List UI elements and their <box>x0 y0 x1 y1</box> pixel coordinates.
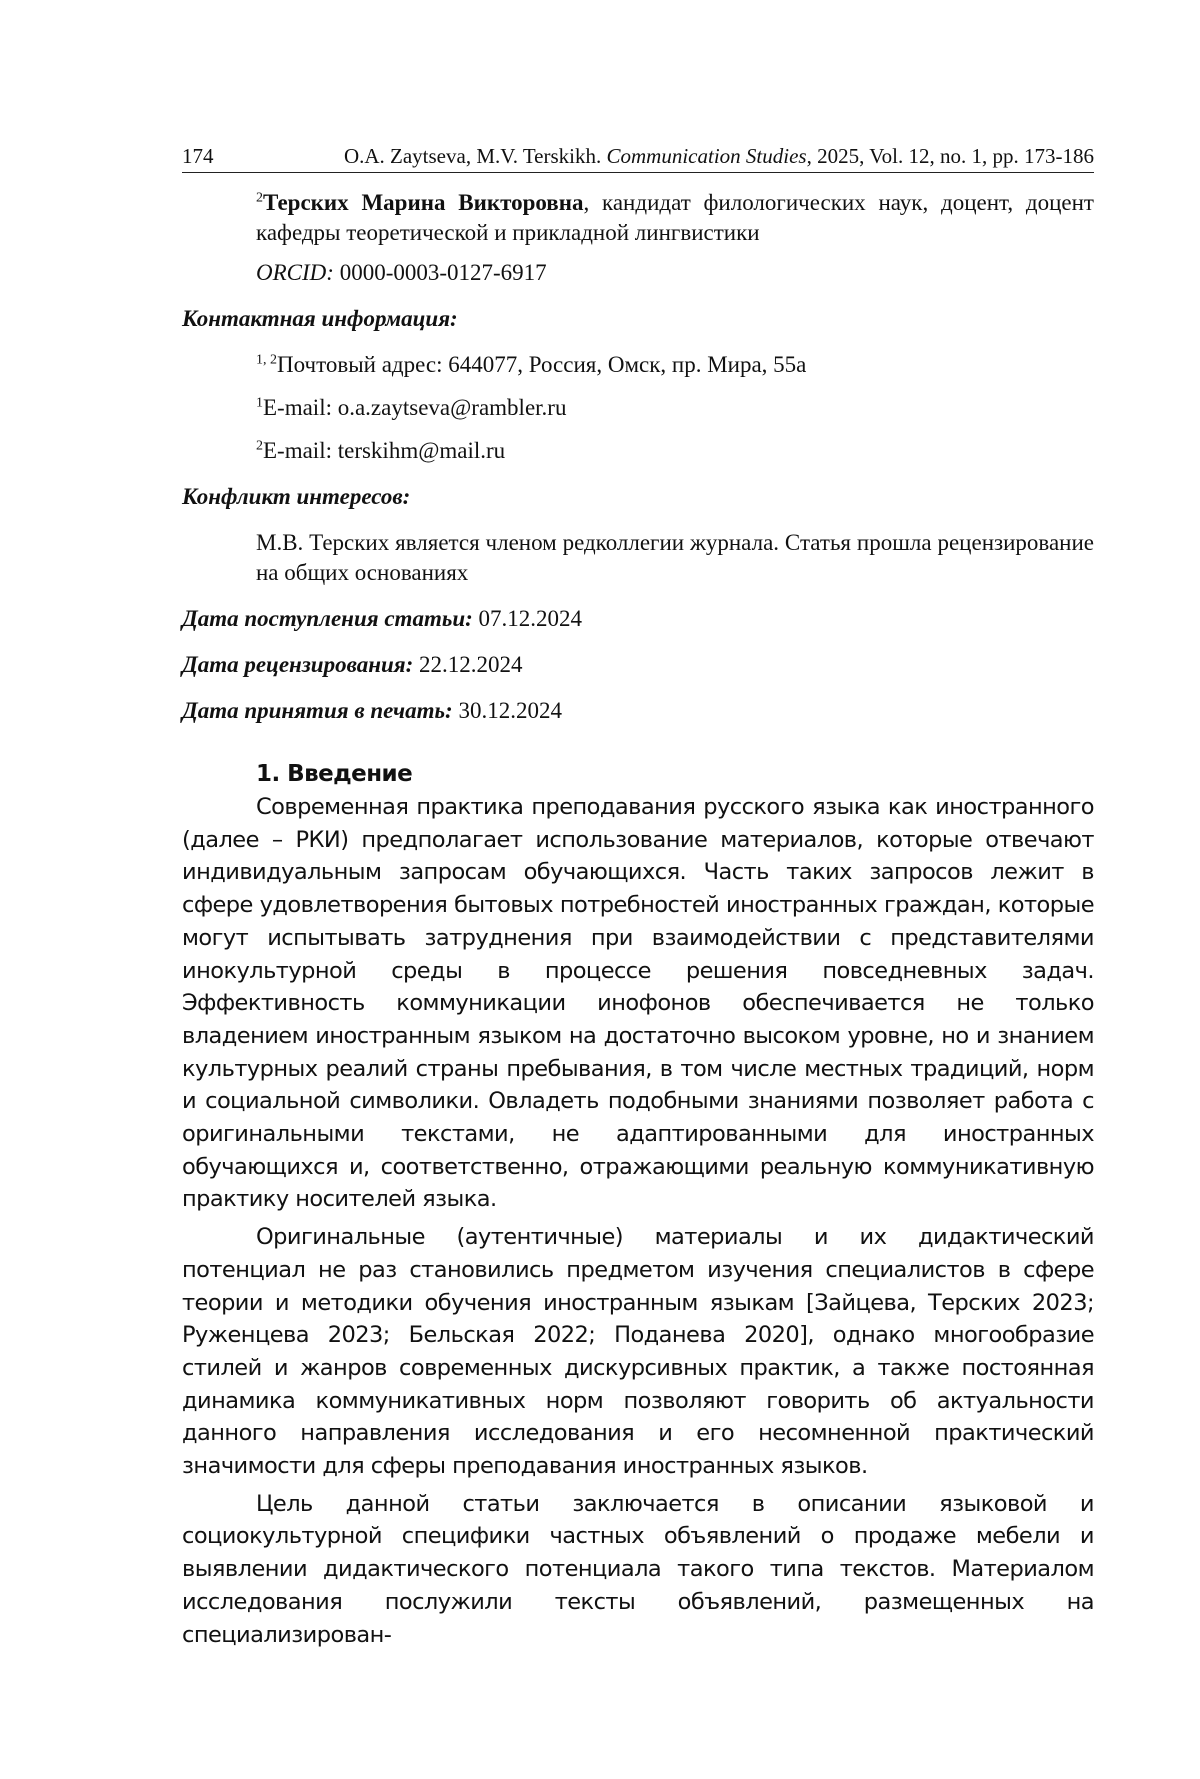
date-accepted-value: 30.12.2024 <box>452 698 562 723</box>
email-2 <box>256 436 1094 466</box>
email-1-text: E-mail: o.a.zaytseva@rambler.ru <box>263 395 567 420</box>
author-2-name: Терских Марина Викторовна <box>263 190 584 215</box>
date-received <box>182 604 1094 634</box>
conflict-text: М.В. Терских является членом редколлегии журнала. Статья прошла рецензирование на общих основаниях <box>256 530 1094 585</box>
introduction-section <box>182 758 1094 1656</box>
email-2-sup: 2 <box>256 438 263 454</box>
email-1-sup: 1 <box>256 395 263 411</box>
date-accepted-label: Дата принятия в печать: <box>182 698 453 723</box>
date-received-label: Дата поступления статьи: <box>182 606 473 631</box>
date-received-value: 07.12.2024 <box>472 606 583 631</box>
section-title: 1. Введение <box>256 761 413 787</box>
paragraph-3: Цель данной статьи заключается в описании языковой и социокультурной специфики частных объявлений о продаже мебели и выявлении дидактического потенциала такого типа текстов. Материалом исследования послужили тексты объявлений, размещенных на специализирован- <box>182 1490 1094 1648</box>
postal-sup: 1, 2 <box>256 352 277 368</box>
date-accepted <box>182 696 1094 726</box>
page-number: 174 <box>182 144 214 168</box>
header-details: , 2025, Vol. 12, no. 1, pp. 173-186 <box>806 144 1094 168</box>
author-2-sup: 2 <box>256 190 263 206</box>
date-reviewed-value: 22.12.2024 <box>413 652 523 677</box>
author-2-info <box>256 188 1094 248</box>
author-2-orcid <box>256 258 1094 288</box>
date-reviewed-label: Дата рецензирования: <box>182 652 414 677</box>
contact-heading: Контактная информация: <box>182 306 458 331</box>
email-1 <box>256 393 1094 423</box>
orcid-label: ORCID: <box>256 260 334 285</box>
header-journal: Communication Studies <box>606 144 807 168</box>
header-citation <box>344 144 1094 168</box>
running-header <box>182 144 1094 173</box>
date-reviewed <box>182 650 1094 680</box>
orcid-value: 0000-0003-0127-6917 <box>333 260 547 285</box>
header-authors: O.A. Zaytseva, M.V. Terskikh. <box>343 144 607 168</box>
paragraph-2: Оригинальные (аутентичные) материалы и их дидактический потенциал не раз становились предметом изучения специалистов в сфере теории и методики обучения иностранным языкам [Зайцева, Терских 2023; Руженцева 2023; Бельская 2022; Поданева 2020], однако многообразие стилей и жанров современных дискурсивных практик, а также постоянная динамика коммуникативных норм позволяют говорить об актуальности данного направления исследования и его несомненной практический значимости для сферы преподавания иностранных языков. <box>182 1224 1094 1480</box>
email-2-text: E-mail: terskihm@mail.ru <box>263 438 506 463</box>
postal-address <box>256 350 1094 380</box>
paragraph-1: Современная практика преподавания русского языка как иностранного (далее – РКИ) предполагает использование материалов, которые отвечают индивидуальным запросам обучающихся. Часть таких запросов лежит в сфере удовлетворения бытовых потребностей иностранных граждан, которые могут испытывать затруднения при взаимодействии с представителями инокультурной среды в процессе решения повседневных задач. Эффективность коммуникации инофонов обеспечивается не только владением иностранным языком на достаточно высоком уровне, но и знанием культурных реалий страны пребывания, в том числе местных традиций, норм и социальной символики. Овладеть подобными знаниями позволяет работа с оригинальными текстами, не адаптированными для иностранных обучающихся и, соответственно, отражающими реальную коммуникативную практику носителей языка. <box>182 794 1094 1213</box>
postal-text: Почтовый адрес: 644077, Россия, Омск, пр. Мира, 55а <box>277 352 807 377</box>
author-2-credentials: , кандидат филологических наук, доцент, доцент кафедры теоретической и прикладной лингвистики <box>256 190 1094 245</box>
conflict-heading: Конфликт интересов: <box>182 484 411 509</box>
